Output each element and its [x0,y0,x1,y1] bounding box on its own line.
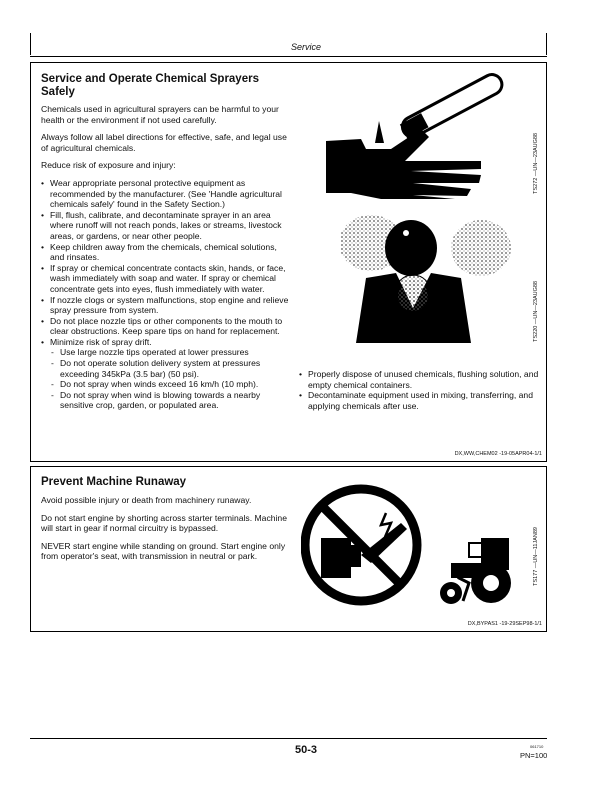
list-item: • If nozzle clogs or system malfunctions, stop engine and relieve spray pressure from system. [41,295,289,316]
figure-code-ts220: TS220 —UN—23AUG88 [533,281,539,342]
figure-code-ts177: TS177 —UN—11JAN89 [533,527,539,586]
figure-code-ts272: TS272 —UN—23AUG88 [533,133,539,194]
label-directions-paragraph: Always follow all label directions for effective, safe, and legal use of agricultural chemicals. [41,132,287,153]
chemical-sprayers-section [30,62,547,462]
machine-runaway-section [30,466,547,632]
section-reference-code: DX,BYPAS1 -19-29SEP98-1/1 [467,621,542,627]
list-item: • Wear appropriate personal protective equipment as recommended by the manufacturer. (See 'Handle agricultural chemicals safely' found in the Safety Section.) [41,178,289,210]
footer-pn: PN=100 [520,751,548,760]
list-item: • Minimize risk of spray drift. [41,337,289,348]
never-start-paragraph: NEVER start engine while standing on ground. Start engine only from operator's seat, with transmission in neutral or park. [41,540,286,562]
drift-sub-list [41,347,289,411]
section-title: Prevent Machine Runaway [41,476,187,488]
section-title: Service and Operate Chemical Sprayers Safely [41,73,259,98]
list-item: - Do not operate solution delivery system at pressures exceeding 345kPa (3.5 bar) (50 psi). [51,358,289,379]
page-header-title: Service [290,42,321,52]
list-item: • Properly dispose of unused chemicals, flushing solution, and empty chemical containers. [299,369,539,390]
disposal-bullet-list [299,369,539,411]
footer-small-code: 061710 [530,744,544,749]
reduce-risk-paragraph: Reduce risk of exposure and injury: [41,160,176,171]
no-bypass-start-illustration [301,483,516,613]
header-rule [30,56,547,57]
list-item: • Decontaminate equipment used in mixing, transferring, and applying chemicals after use. [299,390,539,411]
list-item: • Keep children away from the chemicals, chemical solutions, and rinsates. [41,242,289,263]
footer-rule [30,738,547,739]
intro-paragraph: Chemicals used in agricultural sprayers can be harmful to your health or the environment if not used carefully. [41,104,279,125]
list-item: - Do not spray when winds exceed 16 km/h (10 mph). [51,379,289,390]
section-reference-code: DX,WW,CHEM02 -19-05APR04-1/1 [454,451,542,457]
list-item: • Fill, flush, calibrate, and decontaminate sprayer in an area where runoff will not reach ponds, lakes or streams, livestock areas, or gardens, or near other people. [41,210,289,242]
chemical-inhalation-illustration [341,208,511,343]
avoid-injury-paragraph: Avoid possible injury or death from machinery runaway. [41,495,252,505]
list-item: • If spray or chemical concentrate contacts skin, hands, or face, wash immediately with soap and water. If spray or chemical concentrate gets into eyes, flush immediately with water. [41,263,289,295]
list-item: - Use large nozzle tips operated at lower pressures [51,347,289,358]
safety-bullet-list [41,178,289,348]
starter-terminals-paragraph: Do not start engine by shorting across starter terminals. Machine will start in gear if normal circuitry is bypassed. [41,512,287,534]
chemical-on-hand-illustration [321,71,521,201]
list-item: - Do not spray when wind is blowing towards a nearby sensitive crop, garden, or populated area. [51,390,289,411]
page-number: 50-3 [294,744,318,756]
list-item: • Do not place nozzle tips or other components to the mouth to clear obstructions. Keep spare tips on hand for replacement. [41,316,289,337]
